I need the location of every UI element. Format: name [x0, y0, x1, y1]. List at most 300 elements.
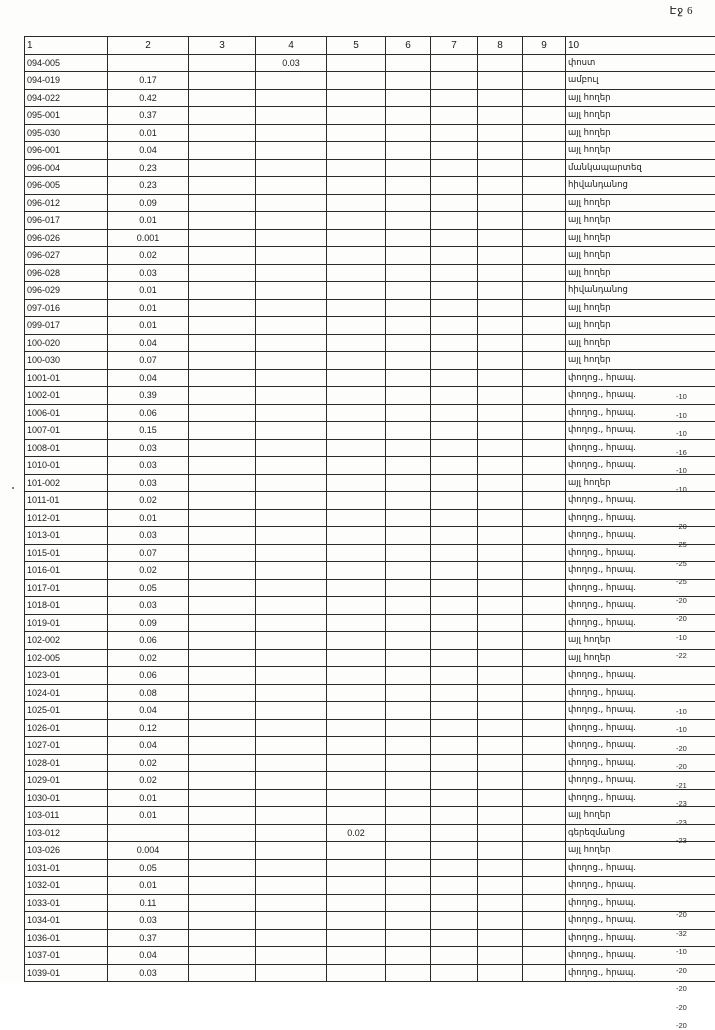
cell-col2: 0.03 — [108, 964, 189, 982]
cell-col3 — [189, 159, 256, 177]
cell-col6 — [386, 789, 431, 807]
cell-col2: 0.09 — [108, 194, 189, 212]
table-row — [25, 404, 715, 422]
cell-col9 — [523, 334, 566, 352]
table-row — [25, 422, 715, 440]
cell-col5 — [327, 492, 386, 510]
cell-col8 — [478, 684, 523, 702]
cell-col7 — [431, 422, 478, 440]
table-header-row — [25, 37, 715, 55]
cell-col4 — [256, 964, 327, 982]
cell-col4 — [256, 772, 327, 790]
cell-col7 — [431, 177, 478, 195]
cell-col9 — [523, 439, 566, 457]
table-row — [25, 649, 715, 667]
cell-col8 — [478, 492, 523, 510]
cell-col9 — [523, 142, 566, 160]
cell-col9 — [523, 124, 566, 142]
cell-cadastral-code: 1012-01 — [25, 509, 108, 527]
cell-col4 — [256, 159, 327, 177]
cell-col8 — [478, 614, 523, 632]
table-row — [25, 562, 715, 580]
cell-col6 — [386, 614, 431, 632]
cell-col2: 0.04 — [108, 334, 189, 352]
column-header-9: 9 — [523, 37, 566, 55]
cell-land-use: փողոց., հրապ. — [566, 789, 715, 807]
margin-note: -20 — [676, 522, 687, 531]
table-row — [25, 229, 715, 247]
cell-col4 — [256, 439, 327, 457]
table-row — [25, 387, 715, 405]
cell-land-use: այլ հողեր — [566, 649, 715, 667]
cell-col3 — [189, 877, 256, 895]
cell-col2: 0.05 — [108, 859, 189, 877]
cell-col7 — [431, 72, 478, 90]
cell-col6 — [386, 842, 431, 860]
cell-col9 — [523, 877, 566, 895]
cell-col8 — [478, 439, 523, 457]
cell-col6 — [386, 964, 431, 982]
cell-col9 — [523, 457, 566, 475]
cell-col6 — [386, 317, 431, 335]
cell-col5 — [327, 684, 386, 702]
cell-col5 — [327, 877, 386, 895]
cell-col6 — [386, 352, 431, 370]
cell-col5 — [327, 264, 386, 282]
cell-col9 — [523, 649, 566, 667]
table-row — [25, 964, 715, 982]
margin-note: -23 — [676, 818, 687, 827]
cell-col4 — [256, 334, 327, 352]
cell-col6 — [386, 597, 431, 615]
table-row — [25, 492, 715, 510]
cell-col9 — [523, 54, 566, 72]
table-row — [25, 457, 715, 475]
margin-note: -20 — [676, 1021, 687, 1030]
cell-col7 — [431, 632, 478, 650]
cell-land-use: այլ հողեր — [566, 352, 715, 370]
table-row — [25, 264, 715, 282]
cell-col7 — [431, 527, 478, 545]
cell-col8 — [478, 264, 523, 282]
cell-col7 — [431, 247, 478, 265]
cell-col6 — [386, 89, 431, 107]
cell-col7 — [431, 107, 478, 125]
table-row — [25, 544, 715, 562]
margin-note: -10 — [676, 725, 687, 734]
cell-col3 — [189, 387, 256, 405]
cell-land-use: այլ հողեր — [566, 194, 715, 212]
cell-col8 — [478, 404, 523, 422]
cell-col6 — [386, 474, 431, 492]
cell-col6 — [386, 894, 431, 912]
margin-note: -23 — [676, 799, 687, 808]
cell-col4 — [256, 684, 327, 702]
cell-col3 — [189, 369, 256, 387]
cell-cadastral-code: 103-012 — [25, 824, 108, 842]
cell-col4 — [256, 737, 327, 755]
cell-col6 — [386, 177, 431, 195]
table-row — [25, 597, 715, 615]
margin-note: -10 — [676, 485, 687, 494]
cell-col7 — [431, 789, 478, 807]
cell-col5 — [327, 667, 386, 685]
cell-col5 — [327, 142, 386, 160]
cell-col2: 0.04 — [108, 702, 189, 720]
cell-col9 — [523, 614, 566, 632]
cell-col4 — [256, 212, 327, 230]
cell-col8 — [478, 562, 523, 580]
cell-land-use: փողոց., հրապ. — [566, 772, 715, 790]
cell-col3 — [189, 719, 256, 737]
cell-cadastral-code: 1018-01 — [25, 597, 108, 615]
margin-note: -20 — [676, 1003, 687, 1012]
cell-col4 — [256, 562, 327, 580]
cell-col4 — [256, 229, 327, 247]
cell-col3 — [189, 177, 256, 195]
cell-col7 — [431, 684, 478, 702]
cell-col4 — [256, 509, 327, 527]
page-number-label: Էջ 6 — [670, 4, 693, 17]
cell-col6 — [386, 299, 431, 317]
cell-col8 — [478, 789, 523, 807]
cell-land-use: այլ հողեր — [566, 107, 715, 125]
cell-land-use: փողոց., հրապ. — [566, 439, 715, 457]
cell-col9 — [523, 562, 566, 580]
table-row — [25, 124, 715, 142]
cell-col4 — [256, 649, 327, 667]
cell-col7 — [431, 702, 478, 720]
cell-land-use: փողոց., հրապ. — [566, 544, 715, 562]
cell-col9 — [523, 422, 566, 440]
cell-col9 — [523, 859, 566, 877]
cell-cadastral-code: 094-005 — [25, 54, 108, 72]
cell-col5 — [327, 212, 386, 230]
margin-note: -20 — [676, 966, 687, 975]
cell-col2: 0.11 — [108, 894, 189, 912]
column-header-6: 6 — [386, 37, 431, 55]
cell-col7 — [431, 964, 478, 982]
cell-col3 — [189, 579, 256, 597]
margin-note: -20 — [676, 596, 687, 605]
cell-col7 — [431, 229, 478, 247]
cell-col3 — [189, 404, 256, 422]
table-row — [25, 772, 715, 790]
table-header — [25, 37, 715, 55]
cell-col5 — [327, 702, 386, 720]
cell-col3 — [189, 754, 256, 772]
cell-col7 — [431, 544, 478, 562]
cell-col3 — [189, 317, 256, 335]
table-row — [25, 194, 715, 212]
cell-land-use: փողոց., հրապ. — [566, 684, 715, 702]
cell-col6 — [386, 947, 431, 965]
table-row — [25, 754, 715, 772]
column-header-1: 1 — [25, 37, 108, 55]
cell-col8 — [478, 632, 523, 650]
cell-col8 — [478, 737, 523, 755]
cell-col8 — [478, 719, 523, 737]
cell-col5 — [327, 737, 386, 755]
cell-col7 — [431, 264, 478, 282]
cell-col9 — [523, 299, 566, 317]
cell-col8 — [478, 929, 523, 947]
cell-col4 — [256, 422, 327, 440]
cell-col2: 0.05 — [108, 579, 189, 597]
cell-col6 — [386, 929, 431, 947]
cell-land-use: փողոց., հրապ. — [566, 754, 715, 772]
cell-col2: 0.02 — [108, 492, 189, 510]
margin-note: -20 — [676, 744, 687, 753]
cell-land-use: այլ հողեր — [566, 124, 715, 142]
cell-col3 — [189, 597, 256, 615]
margin-note: -23 — [676, 836, 687, 845]
cell-col7 — [431, 597, 478, 615]
cell-col5 — [327, 964, 386, 982]
cell-col3 — [189, 492, 256, 510]
cell-col5 — [327, 614, 386, 632]
cell-col8 — [478, 124, 523, 142]
cell-col9 — [523, 229, 566, 247]
cell-col2: 0.01 — [108, 877, 189, 895]
cell-col2: 0.06 — [108, 632, 189, 650]
cell-col2: 0.06 — [108, 667, 189, 685]
cell-col8 — [478, 159, 523, 177]
cell-col7 — [431, 212, 478, 230]
cell-col6 — [386, 754, 431, 772]
table-row — [25, 177, 715, 195]
margin-note: -16 — [676, 448, 687, 457]
cell-col2: 0.06 — [108, 404, 189, 422]
margin-note: -20 — [676, 984, 687, 993]
cell-cadastral-code: 102-002 — [25, 632, 108, 650]
cell-col2: 0.07 — [108, 352, 189, 370]
table-row — [25, 824, 715, 842]
table-row — [25, 877, 715, 895]
table-row — [25, 632, 715, 650]
cell-col4 — [256, 544, 327, 562]
cell-col7 — [431, 457, 478, 475]
cell-col6 — [386, 824, 431, 842]
cell-land-use: փողոց., հրապ. — [566, 947, 715, 965]
cell-col8 — [478, 457, 523, 475]
cell-col5 — [327, 352, 386, 370]
cell-col5 — [327, 544, 386, 562]
cell-col2: 0.37 — [108, 929, 189, 947]
cell-col2: 0.01 — [108, 212, 189, 230]
cell-col3 — [189, 667, 256, 685]
cell-land-use: այլ հողեր — [566, 842, 715, 860]
cell-col5 — [327, 947, 386, 965]
table-row — [25, 929, 715, 947]
margin-note: -20 — [676, 762, 687, 771]
cell-col3 — [189, 264, 256, 282]
cell-land-use: մանկապարտեզ — [566, 159, 715, 177]
cell-col3 — [189, 527, 256, 545]
cell-col5 — [327, 457, 386, 475]
cell-col2 — [108, 54, 189, 72]
cell-col4 — [256, 789, 327, 807]
cell-col7 — [431, 614, 478, 632]
cell-col6 — [386, 632, 431, 650]
cell-col8 — [478, 754, 523, 772]
cell-land-use: փողոց., հրապ. — [566, 597, 715, 615]
table-row — [25, 614, 715, 632]
cell-col6 — [386, 282, 431, 300]
cell-col7 — [431, 387, 478, 405]
margin-note: -10 — [676, 392, 687, 401]
cell-cadastral-code: 094-022 — [25, 89, 108, 107]
margin-note: -10 — [676, 466, 687, 475]
cell-cadastral-code: 103-026 — [25, 842, 108, 860]
cell-cadastral-code: 101-002 — [25, 474, 108, 492]
cell-col7 — [431, 474, 478, 492]
table-row — [25, 947, 715, 965]
cell-col7 — [431, 562, 478, 580]
cell-col3 — [189, 107, 256, 125]
cell-col6 — [386, 264, 431, 282]
table-row — [25, 89, 715, 107]
cell-col5 — [327, 317, 386, 335]
cell-col4 — [256, 247, 327, 265]
cell-land-use: այլ հողեր — [566, 229, 715, 247]
cell-col7 — [431, 352, 478, 370]
margin-note: -20 — [676, 614, 687, 623]
cell-land-use: այլ հողեր — [566, 807, 715, 825]
cell-col9 — [523, 544, 566, 562]
cell-col6 — [386, 509, 431, 527]
cell-col2: 0.17 — [108, 72, 189, 90]
cell-col4 — [256, 807, 327, 825]
cell-col4: 0.03 — [256, 54, 327, 72]
cell-cadastral-code: 1025-01 — [25, 702, 108, 720]
cell-col2: 0.03 — [108, 457, 189, 475]
cell-col3 — [189, 54, 256, 72]
cell-col4 — [256, 842, 327, 860]
cell-col8 — [478, 807, 523, 825]
table-row — [25, 54, 715, 72]
cell-col2 — [108, 824, 189, 842]
cell-col9 — [523, 352, 566, 370]
cell-col6 — [386, 912, 431, 930]
cell-col2: 0.004 — [108, 842, 189, 860]
cell-col8 — [478, 72, 523, 90]
cell-col7 — [431, 772, 478, 790]
cell-col5 — [327, 334, 386, 352]
cell-land-use: այլ հողեր — [566, 474, 715, 492]
cell-col9 — [523, 177, 566, 195]
cell-col3 — [189, 964, 256, 982]
cell-col5 — [327, 509, 386, 527]
cell-col6 — [386, 807, 431, 825]
cell-col3 — [189, 509, 256, 527]
cell-col9 — [523, 264, 566, 282]
cell-col2: 0.42 — [108, 89, 189, 107]
cell-col4 — [256, 614, 327, 632]
cell-land-use: այլ հողեր — [566, 212, 715, 230]
cell-col3 — [189, 474, 256, 492]
cell-col5: 0.02 — [327, 824, 386, 842]
cell-col8 — [478, 369, 523, 387]
cell-col5 — [327, 772, 386, 790]
cell-land-use: փողոց., հրապ. — [566, 737, 715, 755]
cell-col7 — [431, 124, 478, 142]
cell-col2: 0.01 — [108, 299, 189, 317]
cell-land-use: այլ հողեր — [566, 334, 715, 352]
cell-cadastral-code: 096-012 — [25, 194, 108, 212]
cell-col4 — [256, 929, 327, 947]
cell-col2: 0.03 — [108, 474, 189, 492]
cell-col4 — [256, 859, 327, 877]
cell-land-use: փողոց., հրապ. — [566, 562, 715, 580]
cell-col7 — [431, 719, 478, 737]
cell-col8 — [478, 229, 523, 247]
cell-cadastral-code: 1033-01 — [25, 894, 108, 912]
margin-note: -22 — [676, 651, 687, 660]
table-row — [25, 142, 715, 160]
cell-cadastral-code: 096-004 — [25, 159, 108, 177]
cell-col6 — [386, 212, 431, 230]
cell-col5 — [327, 527, 386, 545]
cell-land-use: փողոց., հրապ. — [566, 387, 715, 405]
table-row — [25, 859, 715, 877]
cell-col9 — [523, 404, 566, 422]
cell-col3 — [189, 614, 256, 632]
cell-col3 — [189, 842, 256, 860]
cell-col4 — [256, 912, 327, 930]
cell-col2: 0.15 — [108, 422, 189, 440]
cell-cadastral-code: 097-016 — [25, 299, 108, 317]
cell-col5 — [327, 369, 386, 387]
cell-col7 — [431, 929, 478, 947]
cell-col9 — [523, 754, 566, 772]
cell-col3 — [189, 807, 256, 825]
cell-col4 — [256, 947, 327, 965]
column-header-2: 2 — [108, 37, 189, 55]
cell-col4 — [256, 299, 327, 317]
cell-col7 — [431, 282, 478, 300]
cell-col3 — [189, 229, 256, 247]
cell-col2: 0.03 — [108, 264, 189, 282]
cell-cadastral-code: 102-005 — [25, 649, 108, 667]
cell-col2: 0.37 — [108, 107, 189, 125]
cell-cadastral-code: 095-030 — [25, 124, 108, 142]
cell-col3 — [189, 212, 256, 230]
table-row — [25, 702, 715, 720]
cell-col2: 0.02 — [108, 649, 189, 667]
cell-col8 — [478, 877, 523, 895]
cell-col9 — [523, 72, 566, 90]
cell-col8 — [478, 247, 523, 265]
cell-col2: 0.001 — [108, 229, 189, 247]
cell-col9 — [523, 369, 566, 387]
cell-cadastral-code: 1024-01 — [25, 684, 108, 702]
cell-col2: 0.04 — [108, 737, 189, 755]
table-row — [25, 352, 715, 370]
cell-col7 — [431, 912, 478, 930]
cell-col2: 0.04 — [108, 142, 189, 160]
cell-col4 — [256, 667, 327, 685]
cell-land-use: փողոց., հրապ. — [566, 929, 715, 947]
cell-col4 — [256, 579, 327, 597]
cell-col5 — [327, 404, 386, 422]
cell-land-use: փոստ — [566, 54, 715, 72]
cell-col2: 0.01 — [108, 124, 189, 142]
cell-col3 — [189, 334, 256, 352]
cell-col6 — [386, 72, 431, 90]
cell-col9 — [523, 527, 566, 545]
column-header-10: 10 — [566, 37, 715, 55]
